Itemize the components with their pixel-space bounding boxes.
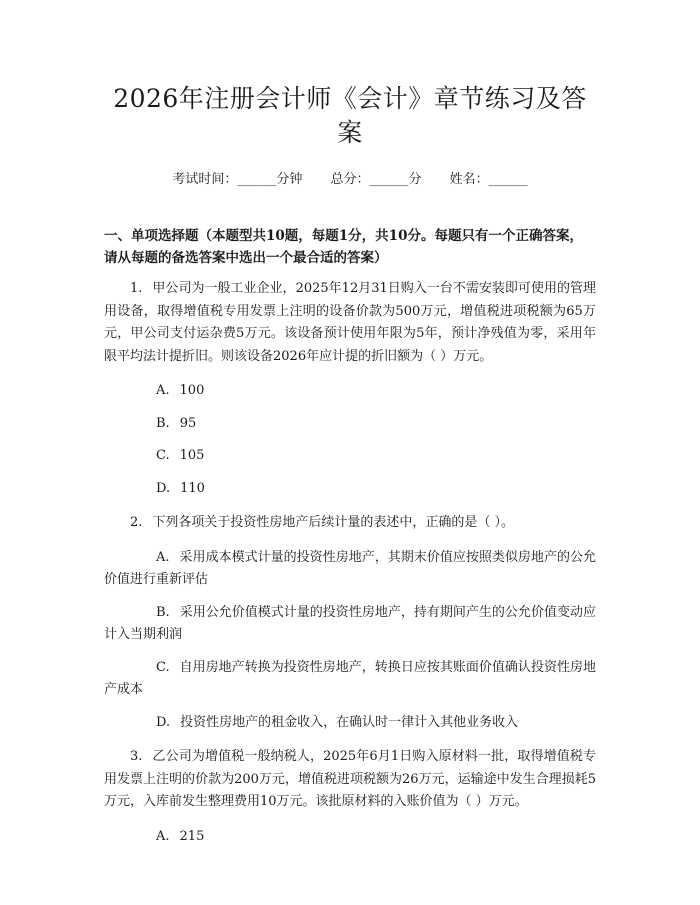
- option-b: [104, 602, 596, 647]
- exam-time-field: 考试时间：______分钟: [172, 172, 303, 187]
- option-text: 215: [179, 828, 205, 844]
- option-letter: B.: [156, 604, 170, 620]
- option-b: [156, 413, 596, 436]
- option-text: 自用房地产转换为投资性房地产，转换日应按其账面价值确认投资性房地产成本: [104, 659, 596, 697]
- option-c: [156, 445, 596, 468]
- option-text: 105: [179, 448, 205, 463]
- option-letter: A.: [156, 828, 170, 844]
- option-text: 110: [180, 480, 205, 496]
- total-score-field: 总分：______分: [330, 172, 422, 187]
- question-1: [104, 278, 596, 368]
- option-a: [104, 547, 596, 592]
- option-c: [104, 657, 596, 702]
- question-stem: 甲公司为一般工业企业，2025年12月31日购入一台不需安装即可使用的管理用设备，取得增值税专用发票上注明的设备价款为500万元，增值税进项税额为65万元，甲公司支付运杂费5万元。该设备预计使用年限为5年，预计净残值为零，采用年限平均法计提折旧。则该设备2026年应计提的折旧额为（ ）万元。: [104, 281, 596, 364]
- option-letter: B.: [156, 415, 170, 431]
- student-name-field: 姓名：______: [449, 172, 528, 187]
- option-a: [156, 826, 596, 849]
- option-text: 投资性房地产的租金收入，在确认时一律计入其他业务收入: [180, 714, 519, 730]
- question-stem: 下列各项关于投资性房地产后续计量的表述中，正确的是（ ）。: [152, 515, 515, 530]
- option-letter: D.: [156, 480, 171, 496]
- option-text: 95: [179, 415, 197, 431]
- option-a: [156, 380, 596, 403]
- option-letter: D.: [156, 714, 171, 730]
- question-stem: 乙公司为增值税一般纳税人，2025年6月1日购入原材料一批，取得增值税专用发票上注明的价款为200万元，增值税进项税额为26万元，运输途中发生合理损耗5万元，入库前发生整理费用10万元。该批原材料的入账价值为（ ）万元。: [104, 749, 596, 809]
- option-letter: A.: [156, 549, 170, 565]
- option-letter: C.: [156, 659, 170, 675]
- option-d: [104, 712, 596, 735]
- question-number: 3.: [130, 749, 143, 764]
- page-title: 2026年注册会计师《会计》章节练习及答案: [113, 84, 587, 147]
- exam-meta: [104, 170, 596, 190]
- option-text: 100: [179, 383, 205, 398]
- option-letter: A.: [156, 383, 170, 398]
- question-3: [104, 746, 596, 814]
- question-number: 2.: [130, 515, 143, 530]
- option-d: [156, 478, 596, 501]
- option-text: 采用公允价值模式计量的投资性房地产，持有期间产生的公允价值变动应计入当期利润: [104, 604, 596, 642]
- option-letter: C.: [156, 448, 170, 463]
- section-heading: 一、单项选择题（本题型共10题，每题1分，共10分。每题只有一个正确答案，请从每题的备选答案中选出一个最合适的答案）: [104, 228, 583, 266]
- option-text: 采用成本模式计量的投资性房地产，其期末价值应按照类似房地产的公允价值进行重新评估: [104, 549, 596, 587]
- question-number: 1.: [130, 281, 143, 296]
- question-2: [104, 512, 596, 535]
